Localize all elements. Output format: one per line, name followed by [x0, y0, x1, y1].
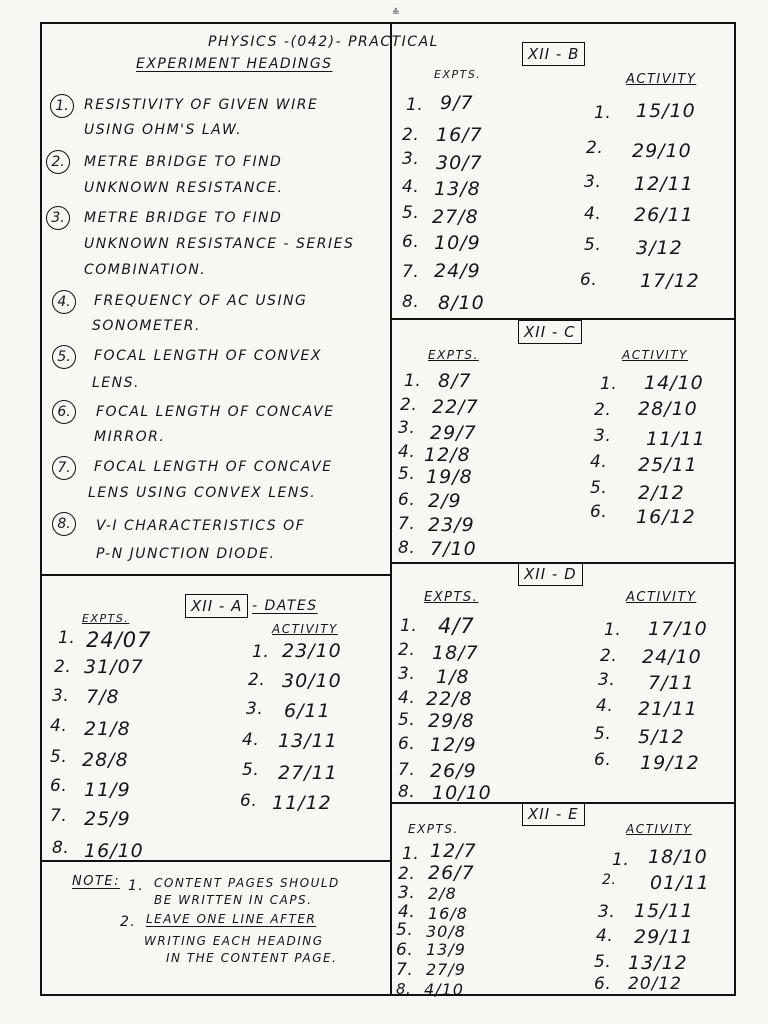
center-divider: [390, 24, 392, 996]
activity-number: 5.: [584, 235, 602, 255]
section-label: XII - E: [522, 802, 585, 826]
expts-heading: EXPTS.: [428, 348, 479, 362]
experiment-line: MIRROR.: [94, 429, 166, 445]
activity-date: 27/11: [278, 762, 338, 784]
experiment-line: FOCAL LENGTH OF CONVEX: [94, 348, 322, 364]
experiment-line: RESISTIVITY OF GIVEN WIRE: [84, 97, 319, 113]
expt-date: 2/8: [428, 884, 457, 903]
expt-date: 31/07: [84, 656, 144, 678]
expt-date: 8/7: [438, 370, 472, 392]
expt-date: 11/9: [84, 779, 131, 801]
experiment-number: 6.: [52, 400, 76, 424]
expt-date: 2/9: [428, 490, 462, 512]
expt-date: 24/9: [434, 260, 481, 282]
expt-number: 4.: [398, 688, 416, 708]
expts-heading: EXPTS.: [82, 612, 130, 625]
activity-number: 6.: [590, 502, 608, 522]
activity-number: 3.: [598, 670, 616, 690]
note-number: 2.: [120, 914, 137, 930]
section-suffix: - DATES: [252, 598, 318, 614]
experiment-number: 7.: [52, 456, 76, 480]
expt-number: 8.: [398, 782, 416, 802]
activity-heading: ACTIVITY: [272, 622, 338, 636]
expt-number: 2.: [54, 657, 72, 677]
experiment-number: 3.: [46, 206, 70, 230]
expt-number: 6.: [50, 776, 68, 796]
section-label: XII - B: [522, 42, 585, 66]
activity-number: 2.: [600, 646, 618, 666]
experiment-line: METRE BRIDGE TO FIND: [84, 154, 283, 170]
experiment-line: P-N JUNCTION DIODE.: [96, 546, 276, 562]
expt-number: 6.: [398, 734, 416, 754]
activity-date: 17/10: [648, 618, 708, 640]
section-label: XII - D: [518, 562, 583, 586]
expt-number: 7.: [402, 262, 420, 282]
expt-number: 8.: [396, 980, 412, 998]
expt-date: 7/8: [86, 686, 120, 708]
expts-heading: EXPTS.: [424, 590, 479, 605]
expt-date: 4/7: [438, 614, 475, 638]
activity-number: 4.: [596, 926, 614, 946]
experiment-line: COMBINATION.: [84, 262, 207, 278]
section-label: XII - C: [518, 320, 582, 344]
top-margin-mark: ≙: [392, 8, 400, 18]
expt-number: 3.: [398, 664, 416, 684]
expt-date: 12/7: [430, 840, 477, 862]
expt-date: 27/9: [426, 960, 466, 979]
activity-number: 5.: [594, 952, 612, 972]
activity-number: 6.: [580, 270, 598, 290]
expt-number: 5.: [398, 464, 416, 484]
activity-number: 3.: [584, 172, 602, 192]
activity-date: 6/11: [284, 700, 331, 722]
activity-number: 6.: [594, 974, 612, 994]
experiment-number: 8.: [52, 512, 76, 536]
page-title: PHYSICS -(042)- PRACTICAL: [208, 34, 439, 50]
expt-number: 4.: [398, 442, 416, 462]
activity-date: 7/11: [648, 672, 695, 694]
expt-date: 26/7: [428, 862, 475, 884]
expt-date: 12/8: [424, 444, 471, 466]
expt-date: 16/8: [428, 904, 468, 923]
expts-heading: EXPTS.: [408, 822, 459, 836]
activity-number: 5.: [242, 760, 260, 780]
expt-number: 5.: [50, 747, 68, 767]
activity-date: 19/12: [640, 752, 700, 774]
expt-date: 1/8: [436, 666, 470, 688]
expt-date: 21/8: [84, 718, 131, 740]
expt-number: 1.: [406, 95, 424, 115]
expt-number: 8.: [402, 292, 420, 312]
activity-number: 5.: [590, 478, 608, 498]
left-divider-1: [42, 574, 392, 576]
activity-number: 1.: [600, 374, 618, 394]
expt-number: 5.: [396, 920, 414, 940]
expt-number: 4.: [402, 177, 420, 197]
note-label: NOTE:: [72, 874, 120, 889]
activity-heading: ACTIVITY: [626, 822, 692, 836]
expt-date: 28/8: [82, 749, 129, 771]
activity-number: 1.: [594, 103, 612, 123]
note-line: IN THE CONTENT PAGE.: [166, 951, 338, 965]
experiment-line: USING OHM'S LAW.: [84, 122, 243, 138]
activity-date: 29/10: [632, 140, 692, 162]
activity-date: 12/11: [634, 173, 694, 195]
activity-date: 3/12: [636, 237, 683, 259]
experiment-line: FOCAL LENGTH OF CONCAVE: [94, 459, 333, 475]
expt-date: 22/7: [432, 396, 479, 418]
experiment-line: LENS USING CONVEX LENS.: [88, 485, 317, 501]
expt-number: 7.: [50, 806, 68, 826]
expt-number: 6.: [396, 940, 414, 960]
activity-date: 13/11: [278, 730, 338, 752]
activity-number: 2.: [594, 400, 612, 420]
experiment-line: V-I CHARACTERISTICS OF: [96, 518, 306, 534]
activity-date: 20/12: [628, 974, 682, 994]
experiment-line: FOCAL LENGTH OF CONCAVE: [96, 404, 335, 420]
expt-date: 29/8: [428, 710, 475, 732]
activity-date: 25/11: [638, 454, 698, 476]
expt-number: 1.: [58, 628, 76, 648]
expt-number: 1.: [404, 371, 422, 391]
activity-number: 3.: [598, 902, 616, 922]
activity-date: 01/11: [650, 872, 710, 894]
expt-date: 13/8: [434, 178, 481, 200]
expt-date: 22/8: [426, 688, 473, 710]
activity-date: 2/12: [638, 482, 685, 504]
expt-number: 3.: [52, 686, 70, 706]
activity-heading: ACTIVITY: [622, 348, 688, 362]
experiment-line: LENS.: [92, 375, 140, 391]
expt-date: 16/10: [84, 840, 144, 862]
expt-date: 10/10: [432, 782, 492, 804]
activity-number: 2.: [602, 872, 617, 888]
activity-number: 6.: [594, 750, 612, 770]
expt-number: 3.: [398, 418, 416, 438]
expt-date: 26/9: [430, 760, 477, 782]
expt-number: 8.: [52, 838, 70, 858]
expt-date: 23/9: [428, 514, 475, 536]
activity-number: 1.: [252, 642, 270, 662]
activity-date: 5/12: [638, 726, 685, 748]
activity-date: 23/10: [282, 640, 342, 662]
note-line: CONTENT PAGES SHOULD: [154, 876, 340, 890]
experiment-line: UNKNOWN RESISTANCE.: [84, 180, 284, 196]
activity-date: 28/10: [638, 398, 698, 420]
expt-number: 2.: [398, 864, 416, 884]
activity-date: 30/10: [282, 670, 342, 692]
activity-date: 17/12: [640, 270, 700, 292]
note-line: LEAVE ONE LINE AFTER: [146, 912, 317, 926]
expt-number: 7.: [396, 960, 414, 980]
expt-date: 4/10: [424, 980, 464, 999]
activity-heading: ACTIVITY: [626, 72, 697, 87]
activity-number: 1.: [612, 850, 630, 870]
expt-number: 2.: [402, 125, 420, 145]
expt-date: 30/7: [436, 152, 483, 174]
activity-date: 21/11: [638, 698, 698, 720]
expt-date: 24/07: [86, 628, 152, 652]
expt-date: 12/9: [430, 734, 477, 756]
expt-date: 18/7: [432, 642, 479, 664]
experiment-line: UNKNOWN RESISTANCE - SERIES: [84, 236, 355, 252]
expt-number: 2.: [398, 640, 416, 660]
section-label: XII - A: [185, 594, 248, 618]
note-line: WRITING EACH HEADING: [144, 934, 324, 948]
note-number: 1.: [128, 878, 145, 894]
activity-date: 18/10: [648, 846, 708, 868]
note-line: BE WRITTEN IN CAPS.: [154, 893, 313, 907]
activity-number: 4.: [590, 452, 608, 472]
activity-number: 1.: [604, 620, 622, 640]
activity-number: 2.: [586, 138, 604, 158]
experiment-number: 1.: [50, 94, 74, 118]
expt-number: 4.: [398, 902, 416, 922]
activity-heading: ACTIVITY: [626, 590, 697, 605]
activity-date: 15/11: [634, 900, 694, 922]
expt-date: 29/7: [430, 422, 477, 444]
expt-number: 6.: [398, 490, 416, 510]
experiment-number: 5.: [52, 345, 76, 369]
activity-date: 11/11: [646, 428, 706, 450]
expt-number: 3.: [402, 149, 420, 169]
expt-number: 3.: [398, 883, 416, 903]
activity-date: 16/12: [636, 506, 696, 528]
expt-number: 5.: [402, 203, 420, 223]
expt-number: 1.: [402, 844, 420, 864]
expt-date: 7/10: [430, 538, 477, 560]
expt-number: 7.: [398, 514, 416, 534]
expt-number: 1.: [400, 616, 418, 636]
expt-date: 9/7: [440, 92, 474, 114]
experiment-line: METRE BRIDGE TO FIND: [84, 210, 283, 226]
expt-date: 30/8: [426, 922, 466, 941]
expt-number: 4.: [50, 716, 68, 736]
expt-number: 7.: [398, 760, 416, 780]
expt-date: 10/9: [434, 232, 481, 254]
expt-date: 27/8: [432, 206, 479, 228]
expt-number: 8.: [398, 538, 416, 558]
activity-number: 3.: [246, 699, 264, 719]
activity-date: 29/11: [634, 926, 694, 948]
expt-date: 8/10: [438, 292, 485, 314]
experiment-number: 4.: [52, 290, 76, 314]
experiment-line: SONOMETER.: [92, 318, 201, 334]
activity-number: 4.: [584, 204, 602, 224]
expt-number: 2.: [400, 395, 418, 415]
activity-date: 15/10: [636, 100, 696, 122]
page-subtitle: EXPERIMENT HEADINGS: [136, 56, 333, 72]
activity-date: 13/12: [628, 952, 688, 974]
expt-date: 25/9: [84, 808, 131, 830]
activity-number: 3.: [594, 426, 612, 446]
expt-number: 6.: [402, 232, 420, 252]
activity-number: 6.: [240, 791, 258, 811]
activity-date: 11/12: [272, 792, 332, 814]
activity-number: 2.: [248, 670, 266, 690]
expts-heading: EXPTS.: [434, 68, 482, 81]
experiment-line: FREQUENCY OF AC USING: [94, 293, 308, 309]
activity-number: 5.: [594, 724, 612, 744]
activity-date: 14/10: [644, 372, 704, 394]
activity-number: 4.: [242, 730, 260, 750]
expt-number: 5.: [398, 710, 416, 730]
expt-date: 13/9: [426, 940, 466, 959]
expt-date: 19/8: [426, 466, 473, 488]
experiment-number: 2.: [46, 150, 70, 174]
activity-date: 24/10: [642, 646, 702, 668]
activity-date: 26/11: [634, 204, 694, 226]
expt-date: 16/7: [436, 124, 483, 146]
activity-number: 4.: [596, 696, 614, 716]
